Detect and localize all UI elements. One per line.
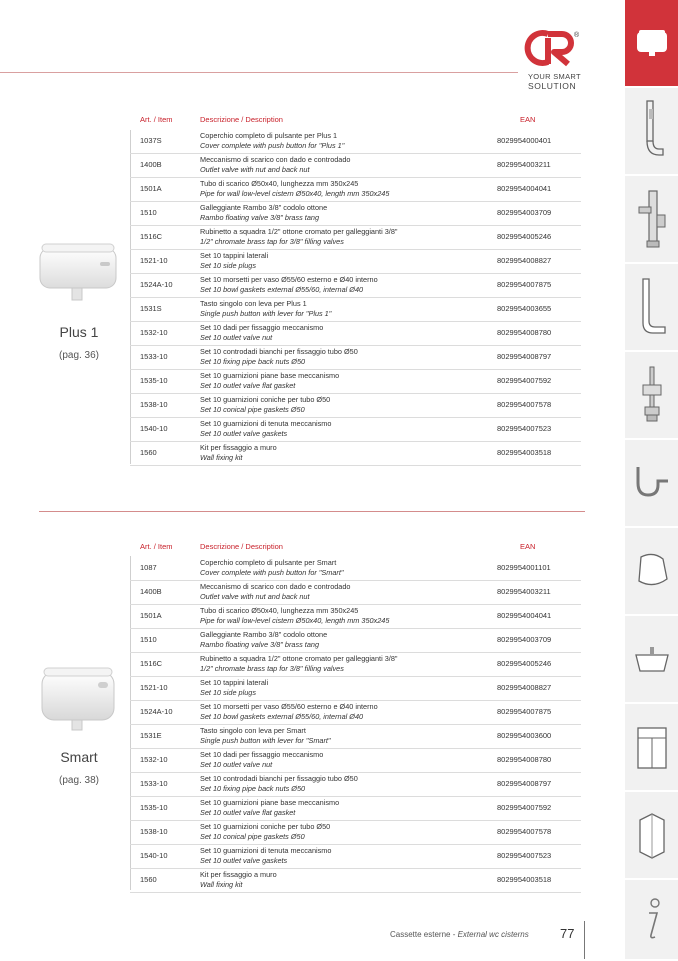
float-valve-icon: [635, 187, 669, 251]
table-row: [130, 273, 581, 298]
shower-cabin-icon: [634, 810, 670, 860]
description-en: Set 10 outlet valve nut: [200, 759, 273, 769]
description-en: Set 10 outlet valve nut: [200, 332, 273, 342]
item-code: 1524A-10: [140, 707, 173, 716]
flush-pipe-icon: [635, 275, 669, 339]
ean-code: 8029954007592: [497, 376, 552, 385]
header-item: Art. / Item: [140, 542, 173, 551]
tagline-line-2: SOLUTION: [528, 81, 577, 91]
item-code: 1533-10: [140, 779, 168, 788]
table-row: [130, 604, 581, 629]
product-page-ref: (pag. 38): [58, 775, 100, 786]
ean-code: 8029954008827: [497, 683, 552, 692]
header-description: Descrizione / Description: [200, 115, 283, 124]
description-it: Set 10 tappini laterali: [200, 678, 269, 687]
product-name: Smart: [60, 749, 98, 765]
item-code: 1560: [140, 875, 157, 884]
description-it: Galleggiante Rambo 3/8" codolo ottone: [200, 203, 328, 212]
item-code: 1087: [140, 563, 157, 572]
item-code: 1501A: [140, 611, 162, 620]
description-it: Set 10 guarnizioni coniche per tubo Ø50: [200, 822, 331, 831]
description-en: Cover complete with push button for "Plus 1": [200, 140, 345, 150]
category-sidebar: [625, 0, 678, 959]
description-it: Kit per fissaggio a muro: [200, 870, 277, 879]
ean-code: 8029954007578: [497, 827, 552, 836]
description-en: Pipe for wall low-level cistern Ø50x40, length mm 350x245: [200, 188, 390, 198]
item-code: 1532-10: [140, 755, 168, 764]
footer-it: Cassette esterne: [390, 930, 451, 939]
description-en: Set 10 conical pipe gaskets Ø50: [200, 404, 305, 414]
ean-code: 8029954007523: [497, 851, 552, 860]
ean-code: 8029954007875: [497, 280, 552, 289]
item-code: 1400B: [140, 160, 162, 169]
description-it: Set 10 morsetti per vaso Ø55/60 esterno e Ø40 interno: [200, 702, 378, 711]
tab-cabinets[interactable]: [625, 704, 678, 792]
description-it: Set 10 guarnizioni di tenuta meccanismo: [200, 846, 332, 855]
description-en: Cover complete with push button for "Smart": [200, 567, 344, 577]
table-row: [130, 844, 581, 869]
item-code: 1538-10: [140, 400, 168, 409]
table-row: [130, 225, 581, 250]
footer-caption: [390, 930, 529, 939]
top-rule: [0, 72, 518, 73]
table-row: [130, 201, 581, 226]
ean-code: 8029954003211: [497, 587, 551, 596]
table-row: [130, 700, 581, 725]
product-name: Plus 1: [59, 324, 99, 340]
description-it: Coperchio completo di pulsante per Plus 1: [200, 131, 338, 140]
table-row: [130, 556, 581, 581]
description-en: Outlet valve with nut and back nut: [200, 591, 310, 601]
ean-code: 8029954007578: [497, 400, 552, 409]
page-number: 77: [560, 926, 575, 941]
description-it: Set 10 dadi per fissaggio meccanismo: [200, 323, 324, 332]
description-it: Set 10 tappini laterali: [200, 251, 269, 260]
header-item: Art. / Item: [140, 115, 173, 124]
product-page-ref: (pag. 36): [58, 350, 100, 361]
cabinet-icon: [634, 722, 670, 772]
sink-icon: [632, 641, 672, 677]
tab-flush-pipes[interactable]: [625, 88, 678, 176]
table-row: [130, 297, 581, 322]
description-it: Tubo di scarico Ø50x40, lunghezza mm 350x245: [200, 179, 359, 188]
description-en: Set 10 side plugs: [200, 260, 256, 270]
item-code: 1535-10: [140, 376, 168, 385]
description-it: Rubinetto a squadra 1/2" ottone cromato per galleggianti 3/8": [200, 654, 398, 663]
description-en: Set 10 bowl gaskets external Ø55/60, internal Ø40: [200, 284, 364, 294]
description-en: 1/2" chromate brass tap for 3/8" filling valves: [200, 663, 344, 673]
ean-code: 8029954003600: [497, 731, 552, 740]
table-row: [130, 748, 581, 773]
registered-mark: ®: [574, 32, 580, 39]
footer-dash: -: [450, 930, 458, 939]
product-smart: [36, 666, 118, 737]
table-row: [130, 724, 581, 749]
table-row: [130, 153, 581, 178]
item-code: 1510: [140, 635, 157, 644]
description-en: Wall fixing kit: [200, 879, 243, 889]
description-en: Set 10 outlet valve gaskets: [200, 428, 288, 438]
description-en: Rambo floating valve 3/8" brass tang: [200, 212, 320, 222]
item-code: 1531E: [140, 731, 162, 740]
item-code: 1535-10: [140, 803, 168, 812]
description-en: Set 10 outlet valve flat gasket: [200, 807, 296, 817]
item-code: 1521-10: [140, 256, 168, 265]
info-icon: [637, 897, 667, 943]
description-en: Pipe for wall low-level cistern Ø50x40, length mm 350x245: [200, 615, 390, 625]
description-it: Rubinetto a squadra 1/2" ottone cromato per galleggianti 3/8": [200, 227, 398, 236]
description-it: Tubo di scarico Ø50x40, lunghezza mm 350x245: [200, 606, 359, 615]
ean-code: 8029954008780: [497, 328, 552, 337]
cr-logo-icon: [522, 28, 582, 68]
ean-code: 8029954008797: [497, 352, 552, 361]
description-en: Set 10 fixing pipe back nuts Ø50: [200, 356, 306, 366]
table-row: [130, 393, 581, 418]
header-ean: EAN: [520, 115, 536, 124]
description-en: Set 10 outlet valve flat gasket: [200, 380, 296, 390]
tab-siphons[interactable]: [625, 440, 678, 528]
item-code: 1510: [140, 208, 157, 217]
header-ean: EAN: [520, 542, 536, 551]
description-it: Galleggiante Rambo 3/8" codolo ottone: [200, 630, 328, 639]
ean-code: 8029954004041: [497, 611, 552, 620]
ean-code: 8029954005246: [497, 659, 552, 668]
description-en: Set 10 conical pipe gaskets Ø50: [200, 831, 305, 841]
tab-pipes[interactable]: [625, 264, 678, 352]
toilet-seat-icon: [633, 551, 671, 591]
description-it: Tasto singolo con leva per Plus 1: [200, 299, 307, 308]
description-en: Set 10 outlet valve gaskets: [200, 855, 288, 865]
tab-valves[interactable]: [625, 176, 678, 264]
ean-code: 8029954001101: [497, 563, 551, 572]
item-code: 1521-10: [140, 683, 168, 692]
wall-pipe-icon: [637, 99, 667, 163]
description-en: Outlet valve with nut and back nut: [200, 164, 310, 174]
ean-code: 8029954003211: [497, 160, 551, 169]
table-row: [130, 345, 581, 370]
table-row: [130, 369, 581, 394]
description-it: Meccanismo di scarico con dado e controdado: [200, 582, 351, 591]
ean-code: 8029954007592: [497, 803, 552, 812]
ean-code: 8029954007875: [497, 707, 552, 716]
plus-1-cistern-image: [36, 242, 118, 304]
table-row: [130, 177, 581, 202]
ean-code: 8029954003709: [497, 635, 552, 644]
table-row: [130, 796, 581, 821]
ean-code: 8029954008827: [497, 256, 552, 265]
description-it: Coperchio completo di pulsante per Smart: [200, 558, 337, 567]
item-code: 1037S: [140, 136, 162, 145]
item-code: 1560: [140, 448, 157, 457]
item-code: 1531S: [140, 304, 162, 313]
tagline-line-1: YOUR SMART: [528, 72, 581, 81]
tab-cisterns[interactable]: [625, 0, 678, 88]
description-en: 1/2" chromate brass tap for 3/8" filling valves: [200, 236, 344, 246]
description-it: Set 10 controdadi bianchi per fissaggio tubo Ø50: [200, 774, 358, 783]
overflow-valve-icon: [635, 363, 669, 427]
item-code: 1540-10: [140, 851, 168, 860]
smart-cistern-image: [36, 666, 118, 732]
description-en: Set 10 fixing pipe back nuts Ø50: [200, 783, 306, 793]
brand-logo: [519, 28, 589, 94]
table-row: [130, 249, 581, 274]
ean-code: 8029954005246: [497, 232, 552, 241]
table-row: [130, 676, 581, 701]
ean-code: 8029954004041: [497, 184, 552, 193]
table-row: [130, 580, 581, 605]
ean-code: 8029954007523: [497, 424, 552, 433]
description-en: Single push button with lever for "Smart": [200, 735, 331, 745]
description-it: Set 10 guarnizioni piane base meccanismo: [200, 371, 340, 380]
tab-shower[interactable]: [625, 792, 678, 880]
siphon-icon: [632, 463, 672, 503]
header-description: Descrizione / Description: [200, 542, 283, 551]
item-code: 1540-10: [140, 424, 168, 433]
item-code: 1533-10: [140, 352, 168, 361]
table-row: [130, 417, 581, 442]
product-plus-1: [36, 242, 118, 309]
ean-code: 8029954003709: [497, 208, 552, 217]
ean-code: 8029954003655: [497, 304, 552, 313]
description-it: Set 10 dadi per fissaggio meccanismo: [200, 750, 324, 759]
table-row: [130, 772, 581, 797]
table-row: [130, 129, 581, 154]
description-it: Set 10 guarnizioni piane base meccanismo: [200, 798, 340, 807]
cistern-icon: [635, 28, 669, 58]
item-code: 1400B: [140, 587, 162, 596]
description-it: Set 10 controdadi bianchi per fissaggio tubo Ø50: [200, 347, 358, 356]
ean-code: 8029954008780: [497, 755, 552, 764]
item-code: 1516C: [140, 232, 163, 241]
footer-en: External wc cisterns: [457, 930, 529, 939]
description-it: Tasto singolo con leva per Smart: [200, 726, 306, 735]
table-row: [130, 628, 581, 653]
description-it: Set 10 morsetti per vaso Ø55/60 esterno e Ø40 interno: [200, 275, 378, 284]
description-it: Kit per fissaggio a muro: [200, 443, 277, 452]
item-code: 1532-10: [140, 328, 168, 337]
ean-code: 8029954003518: [497, 875, 552, 884]
description-en: Set 10 side plugs: [200, 687, 256, 697]
table-row: [130, 321, 581, 346]
tab-info[interactable]: [625, 880, 678, 961]
tab-seats[interactable]: [625, 528, 678, 616]
description-it: Meccanismo di scarico con dado e controdado: [200, 155, 351, 164]
ean-code: 8029954000401: [497, 136, 552, 145]
description-en: Rambo floating valve 3/8" brass tang: [200, 639, 320, 649]
ean-code: 8029954003518: [497, 448, 552, 457]
table-row: [130, 820, 581, 845]
item-code: 1538-10: [140, 827, 168, 836]
tab-mechanisms[interactable]: [625, 352, 678, 440]
description-it: Set 10 guarnizioni di tenuta meccanismo: [200, 419, 332, 428]
table-row: [130, 868, 581, 893]
item-code: 1524A-10: [140, 280, 173, 289]
ean-code: 8029954008797: [497, 779, 552, 788]
table-row: [130, 652, 581, 677]
tab-sinks[interactable]: [625, 616, 678, 704]
description-en: Wall fixing kit: [200, 452, 243, 462]
item-code: 1516C: [140, 659, 163, 668]
description-en: Set 10 bowl gaskets external Ø55/60, internal Ø40: [200, 711, 364, 721]
page-number-rule: [584, 921, 585, 959]
item-code: 1501A: [140, 184, 162, 193]
description-it: Set 10 guarnizioni coniche per tubo Ø50: [200, 395, 331, 404]
description-en: Single push button with lever for "Plus 1": [200, 308, 332, 318]
table-row: [130, 441, 581, 466]
section-divider: [39, 511, 585, 512]
